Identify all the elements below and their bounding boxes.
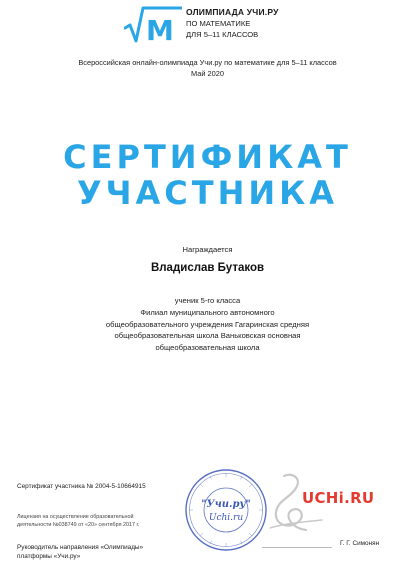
director-line: Руководитель направления «Олимпиады» bbox=[17, 544, 144, 551]
signer-name: Г. Г. Симонян bbox=[340, 540, 380, 547]
license-info bbox=[17, 514, 139, 529]
certificate-number: Сертификат участника № 2004-5-10664915 bbox=[17, 483, 146, 490]
stamp-text-top: "Учи.ру" bbox=[201, 499, 251, 510]
recipient-details bbox=[0, 295, 415, 354]
logo-title: ОЛИМПИАДА УЧИ.РУ bbox=[186, 7, 279, 17]
company-stamp bbox=[184, 468, 268, 552]
license-line: Лицензия на осуществление образовательной bbox=[17, 514, 134, 520]
logo-subtitle-2: ДЛЯ 5–11 КЛАССОВ bbox=[186, 30, 259, 39]
uchi-ru-brand-logo: UCHi.RU bbox=[302, 489, 375, 507]
recipient-school-line: общеобразовательного учреждения Гагаринская средняя bbox=[105, 319, 310, 329]
olympiad-date: Май 2020 bbox=[191, 69, 224, 78]
olympiad-logo bbox=[124, 4, 314, 48]
recipient-name: Владислав Бутаков bbox=[150, 262, 265, 274]
recipient-school-line: общеобразовательная школа bbox=[155, 343, 260, 353]
svg-text:M: M bbox=[146, 14, 174, 44]
recipient-grade: ученик 5-го класса bbox=[174, 296, 241, 305]
olympiad-description: Всероссийская онлайн-олимпиада Учи.ру по математике для 5–11 классов bbox=[78, 58, 337, 67]
recipient-school-line: Филиал муниципального автономного bbox=[140, 307, 275, 317]
director-line: платформы «Учи.ру» bbox=[17, 553, 81, 560]
certificate-title-line2: УЧАСТНИКА bbox=[76, 174, 339, 212]
recipient-school-line: общеобразовательная школа Ваньковская основная bbox=[114, 331, 301, 341]
logo-subtitle-1: ПО МАТЕМАТИКЕ bbox=[186, 19, 251, 28]
stamp-text-bottom: Uchi.ru bbox=[208, 513, 244, 523]
license-line: деятельности №038749 от «20» сентября 2017 г. bbox=[17, 521, 140, 528]
certificate-title-line1: СЕРТИФИКАТ bbox=[63, 138, 352, 176]
logo-text bbox=[186, 6, 326, 40]
signature-line bbox=[262, 547, 332, 548]
director-title bbox=[17, 543, 143, 561]
sqrt-m-logo-icon bbox=[124, 6, 182, 44]
awarded-label: Награждается bbox=[182, 245, 233, 254]
